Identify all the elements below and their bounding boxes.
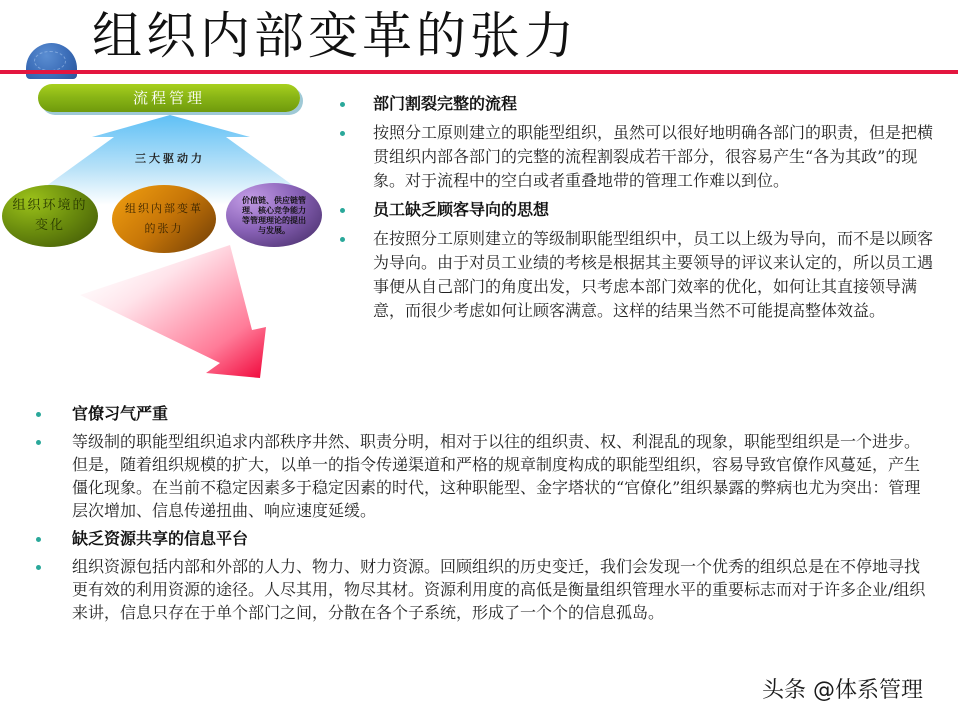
list-item <box>33 527 933 550</box>
watermark: 头条 @体系管理 <box>762 678 923 703</box>
process-drivers-diagram <box>0 80 330 400</box>
process-management-pill: 流程管理 <box>38 84 300 112</box>
list-item <box>337 198 937 222</box>
driver-label: 组织内部变革的张力 <box>125 202 203 235</box>
list-item <box>33 555 933 624</box>
bullet-heading: 员工缺乏顾客导向的思想 <box>373 200 550 219</box>
list-item <box>33 402 933 425</box>
bullet-icon <box>340 208 345 213</box>
bullet-heading: 部门割裂完整的流程 <box>373 94 518 113</box>
list-item <box>337 227 937 323</box>
list-item <box>337 92 937 116</box>
bullet-icon <box>340 102 345 107</box>
bullet-icon <box>340 131 345 136</box>
bullet-heading: 缺乏资源共享的信息平台 <box>72 529 249 548</box>
driver-internal-tension <box>112 185 216 253</box>
right-bullet-list <box>337 92 937 328</box>
bullet-icon <box>340 237 345 242</box>
down-arrow-icon <box>80 245 266 378</box>
bullet-icon <box>36 565 41 570</box>
list-item <box>337 121 937 193</box>
bullet-icon <box>36 537 41 542</box>
bullet-body: 等级制的职能型组织追求内部秩序井然、职责分明，相对于以往的组织责、权、利混乱的现象，职能型组织是一个进步。但是，随着组织规模的扩大，以单一的指令传递渠道和严格的规章制度构成的职能型组织，容易导致官僚作风蔓延，产生僵化现象。在当前不稳定因素多于稳定因素的时代，这种职能型、金字塔状的“官僚化”组织暴露的弊病也尤为突出：管理层次增加、信息传递扭曲、响应速度延缓。 <box>72 432 921 520</box>
title-underline <box>0 70 958 74</box>
list-item <box>33 430 933 522</box>
bullet-heading: 官僚习气严重 <box>72 404 169 423</box>
bullet-icon <box>36 440 41 445</box>
driver-label: 价值链、供应链管理、核心竞争能力等管理理论的提出与发展。 <box>242 195 306 235</box>
driver-environment-change <box>2 185 98 247</box>
three-drivers-label: 三大驱动力 <box>135 152 205 165</box>
driver-management-theory <box>226 183 322 247</box>
bullet-body: 组织资源包括内部和外部的人力、物力、财力资源。回顾组织的历史变迁，我们会发现一个优秀的组织总是在不停地寻找更有效的利用资源的途径。人尽其用，物尽其材。资源利用度的高低是衡量组织管理水平的重要标志而对于许多企业/组织来讲，信息只存在于单个部门之间，分散在各个子系统，形成了一个个的信息孤岛。 <box>72 557 926 622</box>
bullet-body: 按照分工原则建立的职能型组织，虽然可以很好地明确各部门的职责，但是把横贯组织内部各部门的完整的流程割裂成若干部分，很容易产生“各为其政”的现象。对于流程中的空白或者重叠地带的管理工作难以到位。 <box>373 123 934 190</box>
bullet-icon <box>36 412 41 417</box>
slide-title: 组织内部变革的张力 <box>92 7 578 65</box>
driver-label: 组织环境的变化 <box>12 198 88 233</box>
bullet-body: 在按照分工原则建立的等级制职能型组织中，员工以上级为导向，而不是以顾客为导向。由于对员工业绩的考核是根据其主要领导的评议来认定的，所以员工遇事便从自己部门的角度出发，只考虑本部门效率的优化，如何让其直接领导满意，而很少考虑如何让顾客满意。这样的结果当然不可能提高整体效益。 <box>373 229 934 320</box>
bottom-bullet-list <box>33 402 933 629</box>
